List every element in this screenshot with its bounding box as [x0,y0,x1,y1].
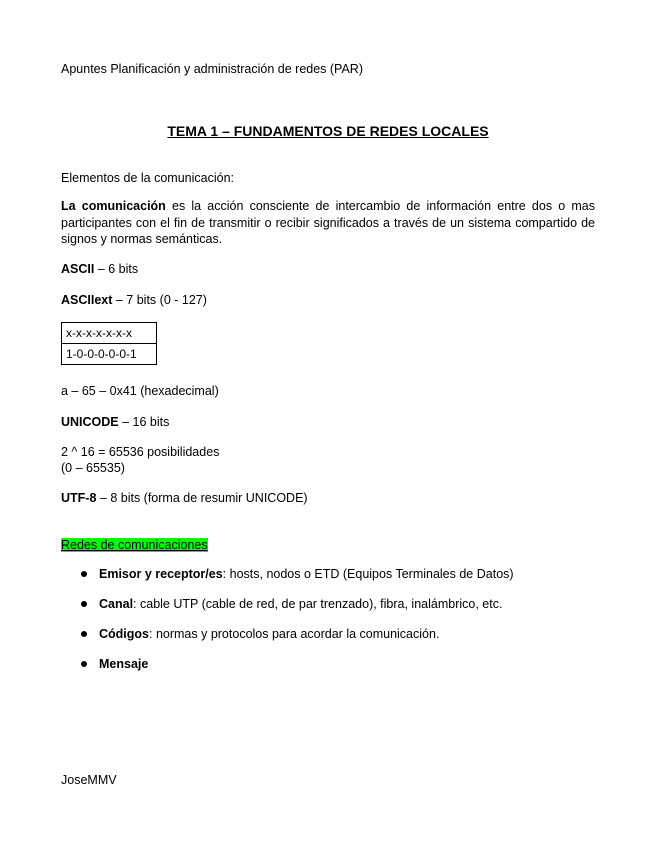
list-item [61,656,514,686]
definition-paragraph [61,198,595,248]
definition-text: es la acción consciente de intercambio de información entre dos o mas participantes con el fin de transmitir o recibir significados a través de un sistema compartido de signos y normas semánticas. [61,199,595,246]
bullet-label: Códigos [99,627,149,641]
page-header: Apuntes Planificación y administración de redes (PAR) [61,62,363,76]
asciiext-label: ASCIIext [61,293,113,307]
highlighted-heading: Redes de comunicaciones [61,538,208,552]
bullet-dot-icon [81,631,87,637]
bullet-label: Mensaje [99,657,149,671]
bullet-text: : normas y protocolos para acordar la comunicación. [149,627,440,641]
bullet-list [61,566,514,686]
list-item [61,596,514,626]
table-row [62,344,157,365]
table-cell: x-x-x-x-x-x-x [62,323,157,344]
utf8-label: UTF-8 [61,491,97,505]
utf8-text: – 8 bits (forma de resumir UNICODE) [96,491,308,505]
possibilities-line-1: 2 ^ 16 = 65536 posibilidades [61,445,220,459]
section-heading [61,537,208,553]
bullet-text: : cable UTP (cable de red, de par trenzado), fibra, inalámbrico, etc. [133,597,503,611]
unicode-label: UNICODE [61,415,119,429]
asciiext-text: – 7 bits (0 - 127) [112,293,207,307]
bullet-dot-icon [81,601,87,607]
ascii-line [61,261,138,277]
bits-table [61,322,157,365]
possibilities-line-2: (0 – 65535) [61,461,125,475]
document-title: TEMA 1 – FUNDAMENTOS DE REDES LOCALES [167,123,489,139]
list-item [61,626,514,656]
document-page [61,0,595,848]
page-footer: JoseMMV [61,773,117,787]
bullet-label: Canal [99,597,134,611]
unicode-text: – 16 bits [118,415,170,429]
bullet-dot-icon [81,571,87,577]
asciiext-line [61,292,207,308]
unicode-line [61,414,169,430]
definition-term: La comunicación [61,199,166,213]
ascii-text: – 6 bits [94,262,139,276]
elements-heading: Elementos de la comunicación: [61,171,235,185]
table-row [62,323,157,344]
utf8-line [61,490,308,506]
bullet-text: : hosts, nodos o ETD (Equipos Terminales de Datos) [222,567,514,581]
bullet-dot-icon [81,661,87,667]
bullet-label: Emisor y receptor/es [99,567,223,581]
list-item [61,566,514,596]
example-a-line: a – 65 – 0x41 (hexadecimal) [61,384,219,398]
table-cell: 1-0-0-0-0-0-1 [62,344,157,365]
ascii-label: ASCII [61,262,95,276]
